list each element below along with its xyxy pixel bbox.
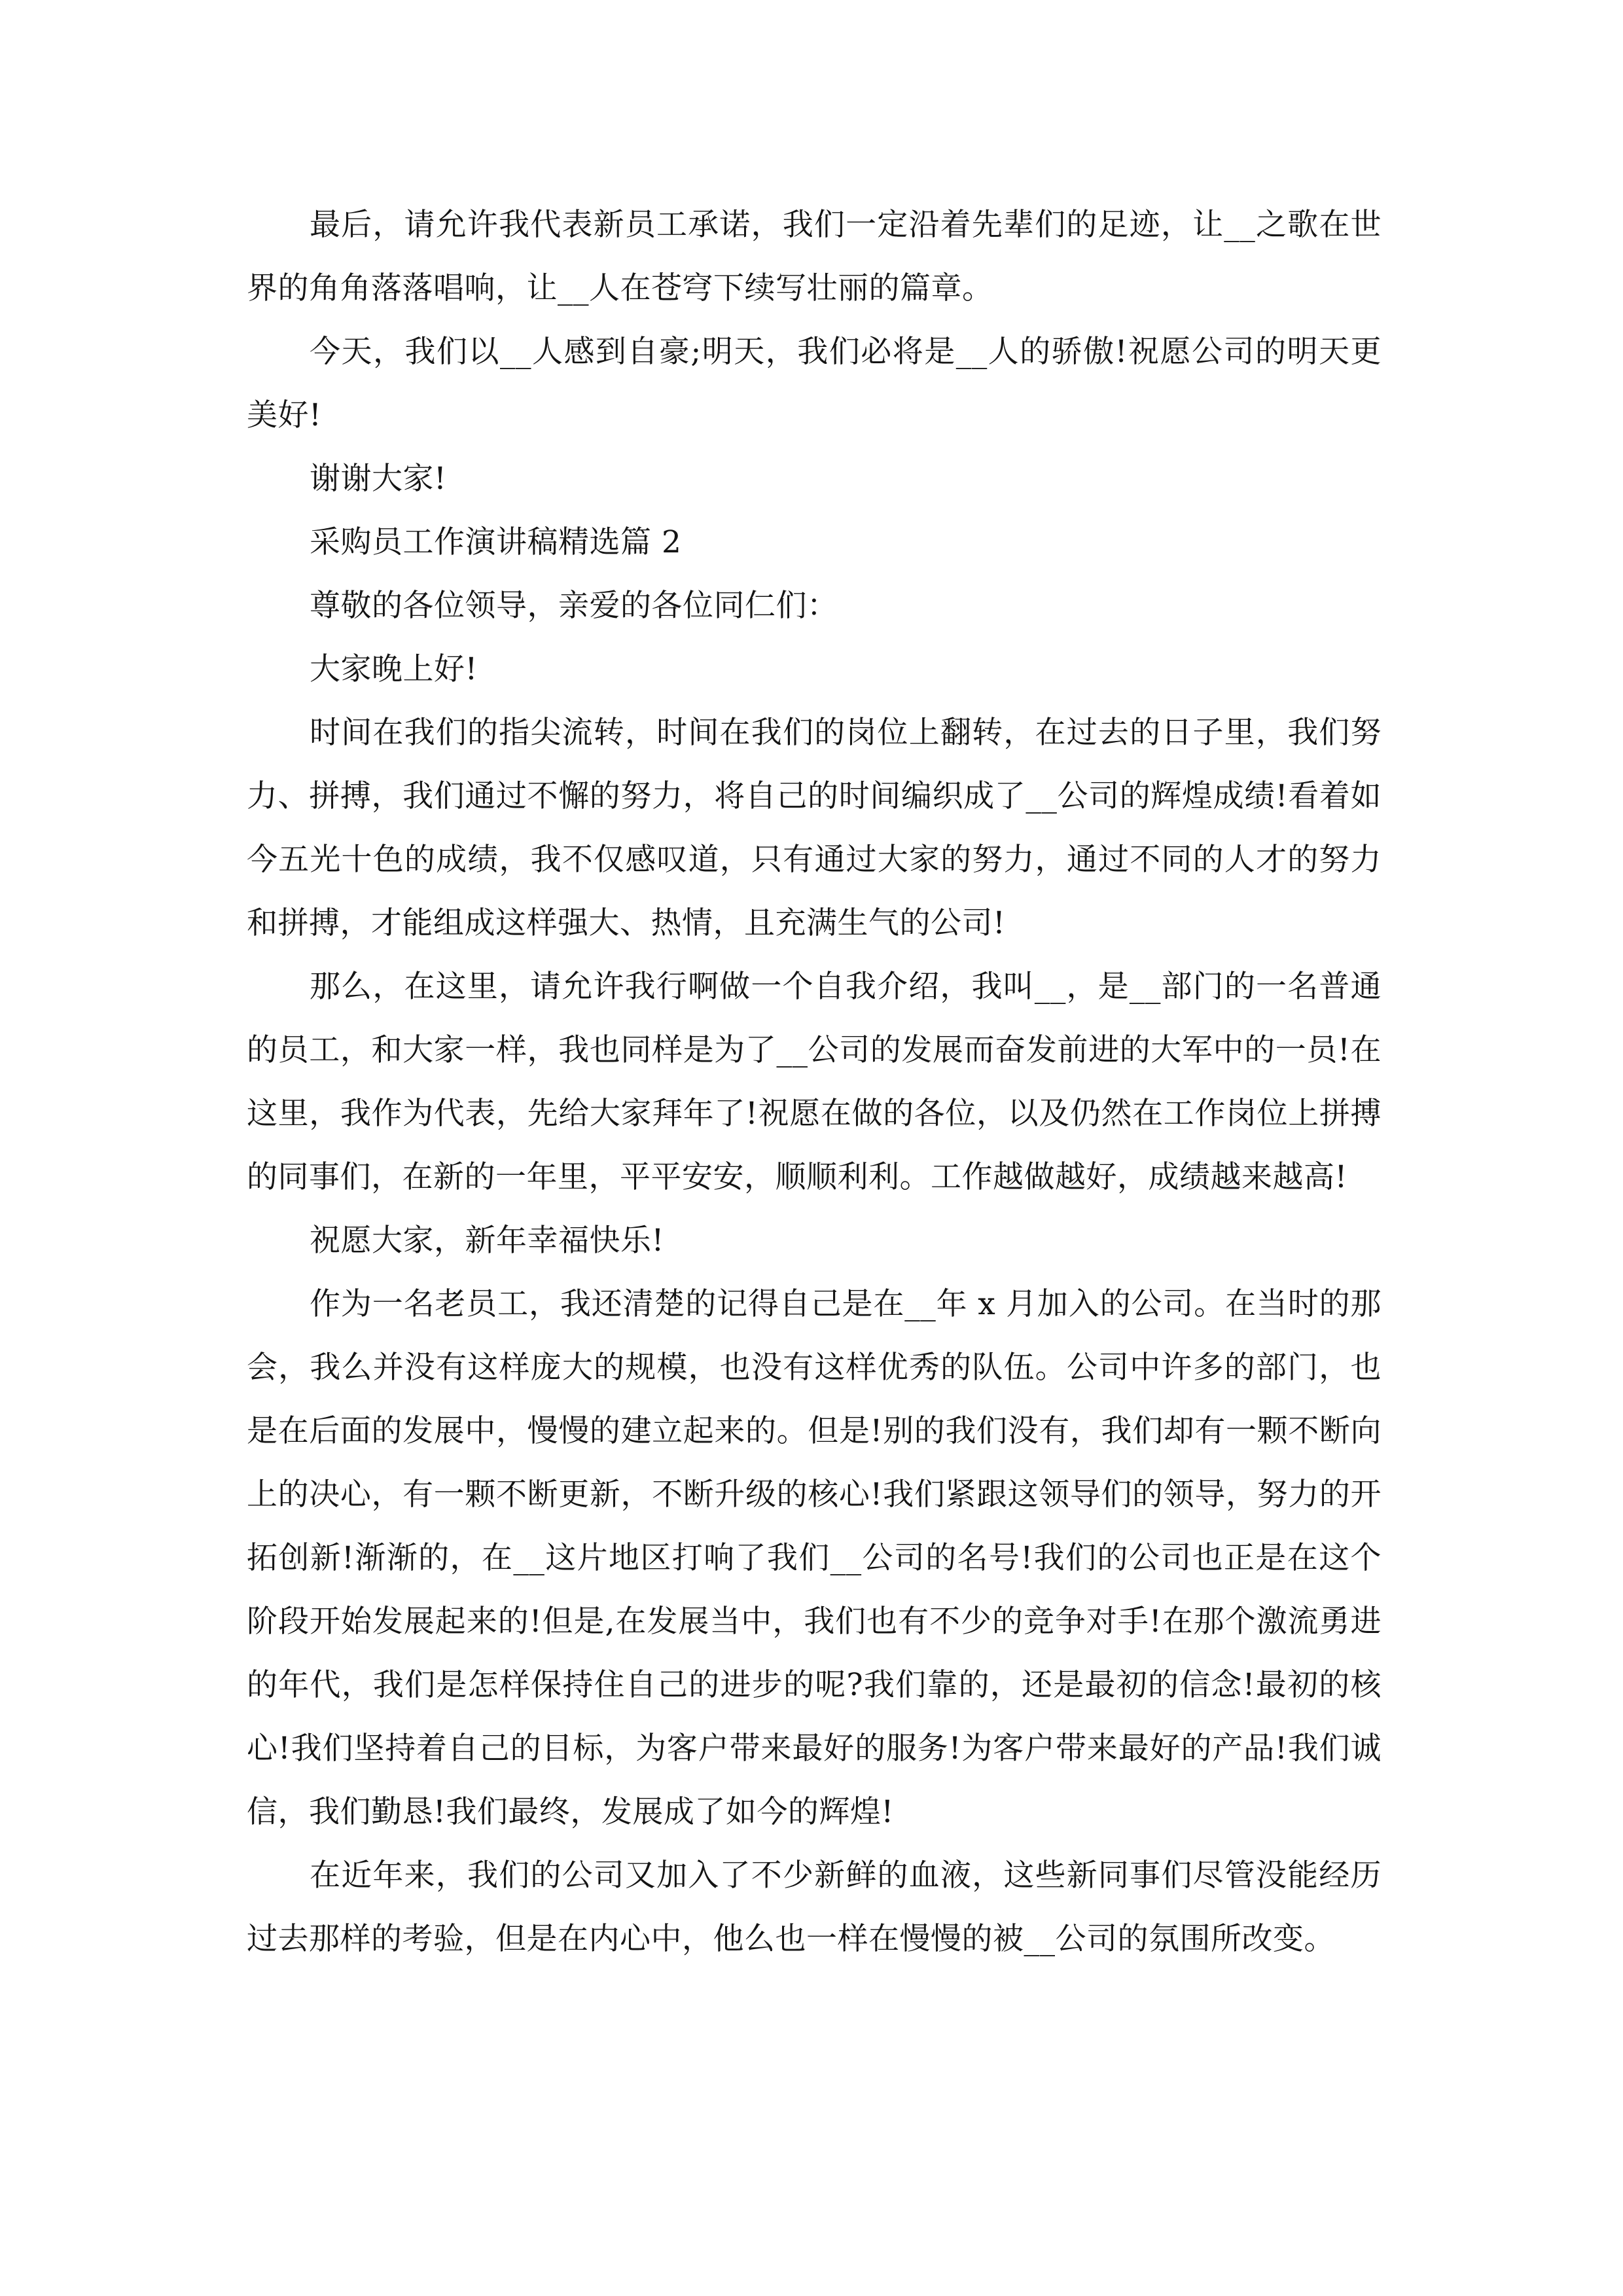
paragraph-greeting: 大家晚上好! xyxy=(310,651,478,687)
paragraph-self-intro: 那么，在这里，请允许我行啊做一个自我介绍，我叫__，是__部门的一名普通的员工，和大家一样，我也同样是为了__公司的发展而奋发前进的大军中的一员!在这里，我作为代表，先给大家拜年了!祝愿在做的各位，以及仍然在工作岗位上拼搏的同事们，在新的一年里，平平安安，顺顺利利。工作越做越好，成绩越来越高! xyxy=(247,969,1382,1195)
paragraph-pride: 今天，我们以__人感到自豪;明天，我们必将是__人的骄傲!祝愿公司的明天更美好! xyxy=(247,334,1382,433)
paragraph-new-year-wish: 祝愿大家，新年幸福快乐! xyxy=(310,1223,664,1259)
paragraph-closing-pledge: 最后，请允许我代表新员工承诺，我们一定沿着先辈们的足迹，让__之歌在世界的角角落落唱响，让__人在苍穹下续写壮丽的篇章。 xyxy=(247,207,1382,306)
paragraph-salutation: 尊敬的各位领导，亲爱的各位同仁们： xyxy=(310,588,838,624)
document-body xyxy=(247,193,1382,1971)
paragraph-new-blood: 在近年来，我们的公司又加入了不少新鲜的血液，这些新同事们尽管没能经历过去那样的考验，但是在内心中，他么也一样在慢慢的被__公司的氛围所改变。 xyxy=(247,1857,1382,1957)
paragraph-time-flows: 时间在我们的指尖流转，时间在我们的岗位上翻转，在过去的日子里，我们努力、拼搏，我们通过不懈的努力，将自己的时间编织成了__公司的辉煌成绩!看着如今五光十色的成绩，我不仅感叹道，只有通过大家的努力，通过不同的人才的努力和拼搏，才能组成这样强大、热情，且充满生气的公司! xyxy=(247,715,1382,941)
paragraph-veteran-memory: 作为一名老员工，我还清楚的记得自己是在__年 x 月加入的公司。在当时的那会，我么并没有这样庞大的规模，也没有这样优秀的队伍。公司中许多的部门，也是在后面的发展中，慢慢的建立起来的。但是!别的我们没有，我们却有一颗不断向上的决心，有一颗不断更新，不断升级的核心!我们紧跟这领导们的领导，努力的开拓创新!渐渐的，在__这片地区打响了我们__公司的名号!我们的公司也正是在这个阶段开始发展起来的!但是,在发展当中，我们也有不少的竞争对手!在那个激流勇进的年代，我们是怎样保持住自己的进步的呢?我们靠的，还是最初的信念!最初的核心!我们坚持着自己的目标，为客户带来最好的服务!为客户带来最好的产品!我们诚信，我们勤恳!我们最终，发展成了如今的辉煌! xyxy=(247,1286,1382,1830)
section-heading: 采购员工作演讲稿精选篇 2 xyxy=(310,524,682,560)
paragraph-thanks: 谢谢大家! xyxy=(310,461,447,497)
